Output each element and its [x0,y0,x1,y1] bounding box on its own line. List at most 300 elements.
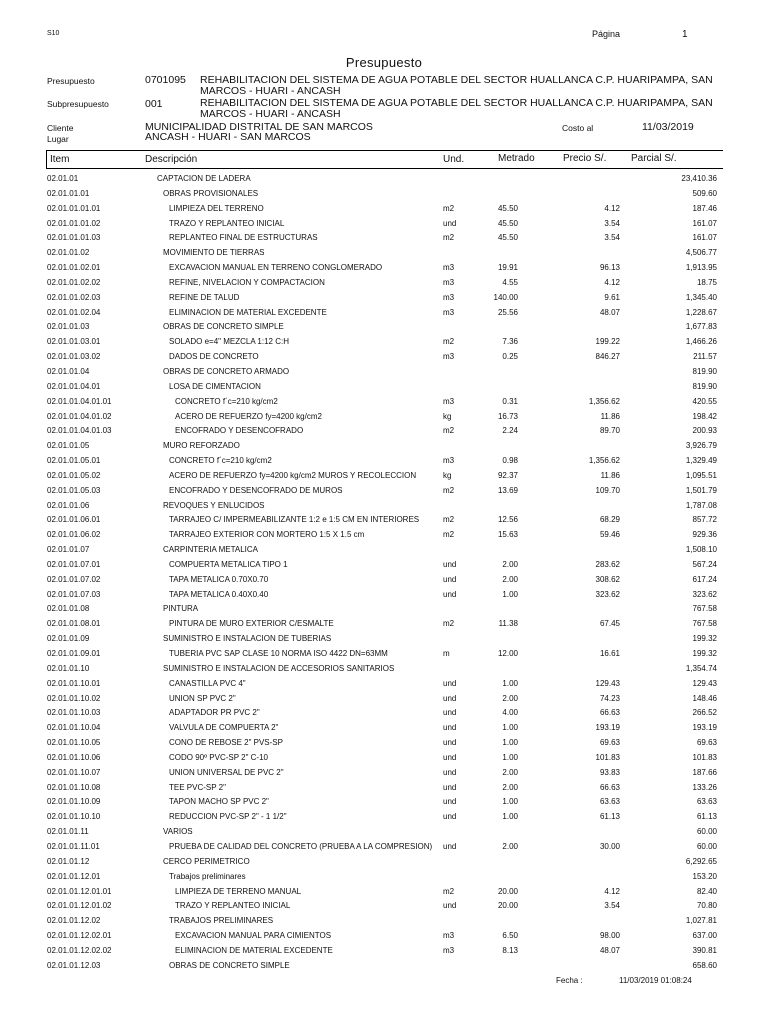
item-precio: 109.70 [595,485,620,495]
item-precio: 66.63 [599,708,620,718]
item-metrado: 1.00 [502,812,518,822]
item-precio: 66.63 [599,782,620,792]
item-parcial: 61.13 [696,812,717,822]
lugar-label: Lugar [47,134,69,144]
item-code: 02.01.01.01 [47,188,90,198]
item-metrado: 2.00 [502,559,518,569]
item-description: OBRAS DE CONCRETO ARMADO [163,366,290,376]
item-description: TRAZO Y REPLANTEO INICIAL [175,901,291,911]
item-parcial: 509.60 [692,188,717,198]
item-precio: 129.43 [595,678,620,688]
item-code: 02.01.01.04.01.03 [47,426,112,436]
item-unit: m3 [443,931,455,941]
item-parcial: 148.46 [692,693,717,703]
item-code: 02.01.01.10.07 [47,767,101,777]
item-description: OBRAS PROVISIONALES [163,188,259,198]
item-code: 02.01.01.06.01 [47,515,101,525]
table-row [0,602,768,617]
item-description: TAPA METALICA 0.70X0.70 [169,574,269,584]
item-description: OBRAS DE CONCRETO SIMPLE [169,960,290,970]
item-parcial: 187.46 [692,203,717,213]
item-parcial: 70.80 [696,901,717,911]
subpresupuesto-code: 001 [145,98,163,110]
table-row [0,231,768,246]
item-metrado: 25.56 [497,307,518,317]
item-unit: und [443,708,457,718]
item-code: 02.01.01.10.08 [47,782,101,792]
item-code: 02.01.01.07.03 [47,589,101,599]
col-precio: Precio S/. [563,153,607,164]
col-metrado: Metrado [498,153,535,164]
item-parcial: 1,354.74 [685,663,717,673]
item-code: 02.01.01.04.01.01 [47,396,112,406]
item-unit: und [443,678,457,688]
table-row [0,573,768,588]
presupuesto-description: REHABILITACION DEL SISTEMA DE AGUA POTABLE DEL SECTOR HUALLANCA C.P. HUARIPAMPA, SAN MARCOS - HUARI - ANCASH [200,74,713,97]
item-description: EXCAVACION MANUAL PARA CIMIENTOS [175,931,332,941]
item-precio: 11.86 [600,411,620,421]
item-precio: 48.07 [599,307,620,317]
item-precio: 199.22 [595,337,620,347]
item-code: 02.01.01.10.01 [47,678,101,688]
item-precio: 323.62 [595,589,620,599]
item-parcial: 3,926.79 [685,441,717,451]
item-unit: m2 [443,426,455,436]
item-code: 02.01.01.03.01 [47,337,101,347]
item-parcial: 211.57 [693,352,717,362]
item-precio: 11.86 [600,470,620,480]
item-parcial: 658.60 [692,960,717,970]
table-row [0,306,768,321]
item-parcial: 60.00 [696,827,717,837]
item-description: ELIMINACION DE MATERIAL EXCEDENTE [169,307,327,317]
item-metrado: 45.50 [497,233,518,243]
item-precio: 69.63 [599,738,620,748]
item-unit: und [443,589,457,599]
item-parcial: 60.00 [696,841,717,851]
item-metrado: 2.00 [502,841,518,851]
item-code: 02.01.01.09.01 [47,649,101,658]
item-description: TUBERIA PVC SAP CLASE 10 NORMA ISO 4422 DN=63MM [169,649,388,658]
item-description: MOVIMIENTO DE TIERRAS [163,248,265,258]
item-parcial: 82.40 [696,886,717,896]
costo-label: Costo al [562,123,594,133]
item-unit: kg [443,411,452,421]
item-unit: und [443,559,457,569]
item-unit: und [443,693,457,703]
item-precio: 93.83 [599,767,620,777]
lugar-value: ANCASH - HUARI - SAN MARCOS [145,131,311,143]
item-code: 02.01.01.10.09 [47,797,101,807]
item-precio: 308.62 [595,574,620,584]
table-row [0,810,768,825]
item-precio: 16.61 [599,649,620,658]
item-metrado: 2.00 [502,782,518,792]
item-metrado: 140.00 [493,292,518,302]
item-code: 02.01.01.11.01 [47,841,100,851]
item-code: 02.01.01.12.03 [47,960,101,970]
item-code: 02.01.01.12.02.01 [47,931,112,941]
item-description: SUMINISTRO E INSTALACION DE ACCESORIOS SANITARIOS [163,663,395,673]
item-description: CERCO PERIMETRICO [163,856,250,866]
item-code: 02.01.01.01.03 [47,233,101,243]
table-row [0,291,768,306]
table-row [0,677,768,692]
item-metrado: 16.73 [497,411,518,421]
table-row [0,202,768,217]
item-description: UNION SP PVC 2" [169,693,236,703]
item-unit: m2 [443,886,455,896]
page-label: Página [592,29,621,39]
table-row [0,320,768,335]
item-description: SOLADO e=4" MEZCLA 1:12 C:H [169,337,289,347]
item-precio: 4.12 [604,886,620,896]
item-code: 02.01.01.01.01 [47,203,101,213]
item-unit: m3 [443,352,455,362]
table-row [0,617,768,632]
table-row [0,246,768,261]
item-unit: m2 [443,203,455,213]
item-description: PINTURA [163,604,199,614]
item-metrado: 0.98 [502,456,518,466]
item-parcial: 420.55 [692,396,717,406]
item-description: CARPINTERIA METALICA [163,545,258,555]
item-metrado: 8.13 [502,945,518,955]
item-parcial: 23,410.36 [681,174,717,183]
item-precio: 59.46 [599,530,620,540]
table-row [0,662,768,677]
col-und: Und. [443,154,465,165]
item-code: 02.01.01.10 [47,663,90,673]
item-precio: 9.61 [604,292,620,302]
item-unit: und [443,752,457,762]
item-precio: 1,356.62 [588,396,620,406]
item-code: 02.01.01.12.02.02 [47,945,112,955]
item-parcial: 198.42 [692,411,717,421]
item-precio: 89.70 [599,426,620,436]
item-parcial: 390.81 [692,945,717,955]
presupuesto-code: 0701095 [145,74,186,86]
table-row [0,781,768,796]
item-unit: und [443,218,457,228]
item-description: TARRAJEO C/ IMPERMEABILIZANTE 1:2 e 1:5 CM EN INTERIORES [169,515,420,525]
item-code: 02.01.01.12.01.02 [47,901,112,911]
item-parcial: 153.20 [692,871,717,881]
item-description: ENCOFRADO Y DESENCOFRADO [175,426,304,436]
item-parcial: 1,501.79 [685,485,717,495]
item-description: OBRAS DE CONCRETO SIMPLE [163,322,284,332]
item-description: CONCRETO f´c=210 kg/cm2 [169,456,272,466]
item-parcial: 567.24 [692,559,717,569]
item-description: MURO REFORZADO [163,441,240,451]
item-description: ACERO DE REFUERZO fy=4200 kg/cm2 MUROS Y RECOLECCION [169,470,417,480]
budget-table-body [0,172,768,974]
item-description: LIMPIEZA DE TERRENO MANUAL [175,886,302,896]
item-metrado: 1.00 [502,678,518,688]
item-parcial: 1,787.08 [685,500,717,510]
item-metrado: 1.00 [502,723,518,733]
item-code: 02.01.01.12.01.01 [47,886,112,896]
item-parcial: 767.58 [692,619,717,629]
item-metrado: 11.38 [498,619,518,629]
item-code: 02.01.01.10.10 [47,812,101,822]
item-parcial: 187.66 [692,767,717,777]
table-row [0,365,768,380]
item-code: 02.01.01.08 [47,604,90,614]
item-unit: und [443,738,457,748]
item-description: REPLANTEO FINAL DE ESTRUCTURAS [169,233,318,243]
table-row [0,276,768,291]
item-code: 02.01.01.01.02 [47,218,101,228]
item-unit: m3 [443,307,455,317]
item-parcial: 1,913.95 [685,263,717,273]
item-metrado: 20.00 [497,886,518,896]
table-row [0,885,768,900]
item-unit: m2 [443,530,455,540]
item-code: 02.01.01.05.02 [47,470,101,480]
item-precio: 3.54 [604,233,620,243]
item-parcial: 617.24 [692,574,717,584]
item-code: 02.01.01.02 [47,248,90,258]
item-parcial: 1,329.49 [685,456,717,466]
item-code: 02.01.01.09 [47,634,90,644]
item-code: 02.01.01.10.03 [47,708,101,718]
item-precio: 4.12 [604,277,620,287]
item-parcial: 133.26 [692,782,717,792]
item-precio: 68.29 [599,515,620,525]
item-description: UNION UNIVERSAL DE PVC 2" [169,767,284,777]
table-row [0,484,768,499]
item-parcial: 69.63 [696,738,717,748]
table-row [0,959,768,974]
table-row [0,766,768,781]
table-row [0,395,768,410]
item-code: 02.01.01.02.02 [47,277,101,287]
item-parcial: 199.32 [692,649,717,658]
item-description: REFINE, NIVELACION Y COMPACTACION [169,277,325,287]
item-code: 02.01.01.12.01 [47,871,101,881]
table-row [0,217,768,232]
table-row [0,410,768,425]
cliente-value: MUNICIPALIDAD DISTRITAL DE SAN MARCOS [145,121,373,133]
item-code: 02.01.01.03.02 [47,352,101,362]
item-unit: m3 [443,396,455,406]
fecha-value: 11/03/2019 01:08:24 [619,976,692,985]
item-precio: 3.54 [604,218,620,228]
col-parcial: Parcial S/. [631,153,677,164]
table-row [0,795,768,810]
item-code: 02.01.01.05.03 [47,485,101,495]
table-row [0,855,768,870]
table-row [0,929,768,944]
item-code: 02.01.01.12.02 [47,916,101,926]
item-parcial: 6,292.65 [685,856,717,866]
item-parcial: 193.19 [692,723,717,733]
item-code: 02.01.01.05 [47,441,90,451]
item-parcial: 819.90 [692,366,717,376]
col-descripcion: Descripción [145,154,198,165]
item-precio: 74.23 [599,693,620,703]
item-parcial: 101.83 [692,752,717,762]
item-description: ELIMINACION DE MATERIAL EXCEDENTE [175,945,333,955]
item-unit: m3 [443,456,455,466]
table-row [0,543,768,558]
item-parcial: 199.32 [692,634,717,644]
item-precio: 30.00 [599,841,620,851]
item-metrado: 12.00 [497,649,518,658]
table-row [0,172,768,187]
item-parcial: 819.90 [692,381,717,391]
table-row [0,380,768,395]
item-code: 02.01.01.12 [47,856,90,866]
table-row [0,825,768,840]
table-row [0,632,768,647]
table-row [0,187,768,202]
table-row [0,588,768,603]
item-description: VARIOS [163,827,193,837]
item-metrado: 2.00 [502,767,518,777]
item-parcial: 161.07 [692,218,717,228]
item-unit: und [443,574,457,584]
item-precio: 283.62 [595,559,620,569]
item-code: 02.01.01.02.01 [47,263,101,273]
item-metrado: 12.56 [497,515,518,525]
item-description: DADOS DE CONCRETO [169,352,259,362]
table-row [0,439,768,454]
item-metrado: 0.25 [502,352,518,362]
table-row [0,736,768,751]
item-parcial: 323.62 [692,589,717,599]
item-precio: 1,356.62 [588,456,620,466]
item-code: 02.01.01.05.01 [47,456,101,466]
item-parcial: 18.75 [696,277,717,287]
costo-date: 11/03/2019 [642,121,694,133]
item-code: 02.01.01.04.01.02 [47,411,112,421]
item-code: 02.01.01.10.06 [47,752,101,762]
item-parcial: 1,508.10 [685,545,717,555]
item-description: LOSA DE CIMENTACION [169,381,261,391]
item-metrado: 13.69 [497,485,518,495]
subpresupuesto-label: Subpresupuesto [47,99,109,109]
item-description: TRABAJOS PRELIMINARES [169,916,274,926]
presupuesto-label: Presupuesto [47,76,95,86]
item-parcial: 857.72 [692,515,717,525]
item-description: REFINE DE TALUD [169,292,240,302]
item-code: 02.01.01.08.01 [47,619,101,629]
table-row [0,870,768,885]
item-description: VALVULA DE COMPUERTA 2" [169,723,279,733]
item-unit: kg [443,470,452,480]
item-description: CANASTILLA PVC 4" [169,678,246,688]
cliente-label: Cliente [47,123,74,133]
item-description: PRUEBA DE CALIDAD DEL CONCRETO (PRUEBA A LA COMPRESION) [169,841,433,851]
item-code: 02.01.01.07 [47,545,90,555]
table-row [0,261,768,276]
item-precio: 67.45 [599,619,620,629]
table-row [0,692,768,707]
item-description: TARRAJEO EXTERIOR CON MORTERO 1:5 X 1.5 cm [169,530,365,540]
table-row [0,558,768,573]
item-code: 02.01.01.02.03 [47,292,101,302]
item-parcial: 129.43 [692,678,717,688]
item-precio: 193.19 [595,723,620,733]
item-code: 02.01.01.11 [47,827,89,837]
item-code: 02.01.01.06.02 [47,530,101,540]
item-precio: 4.12 [604,203,620,213]
item-description: ADAPTADOR PR PVC 2" [169,708,260,718]
item-description: REDUCCION PVC-SP 2" - 1 1/2" [169,812,287,822]
subpresupuesto-description: REHABILITACION DEL SISTEMA DE AGUA POTABLE DEL SECTOR HUALLANCA C.P. HUARIPAMPA, SAN MARCOS - HUARI - ANCASH [200,97,713,120]
table-row [0,335,768,350]
item-code: 02.01.01.06 [47,500,90,510]
item-unit: und [443,723,457,733]
item-parcial: 266.52 [692,708,717,718]
item-description: CONO DE REBOSE 2" PVS-SP [169,738,283,748]
item-metrado: 20.00 [497,901,518,911]
item-metrado: 1.00 [502,589,518,599]
item-metrado: 1.00 [502,797,518,807]
item-precio: 96.13 [599,263,620,273]
item-code: 02.01.01 [47,174,79,183]
table-row [0,647,768,662]
item-metrado: 1.00 [502,752,518,762]
table-row [0,944,768,959]
item-description: TAPON MACHO SP PVC 2" [169,797,269,807]
item-unit: m3 [443,263,455,273]
item-precio: 3.54 [604,901,620,911]
item-description: ENCOFRADO Y DESENCOFRADO DE MUROS [169,485,343,495]
item-parcial: 1,027.81 [685,916,717,926]
item-description: REVOQUES Y ENLUCIDOS [163,500,265,510]
table-row [0,914,768,929]
item-parcial: 1,345.40 [685,292,717,302]
item-metrado: 0.31 [502,396,518,406]
item-unit: und [443,797,457,807]
item-precio: 98.00 [599,931,620,941]
item-description: TAPA METALICA 0.40X0.40 [169,589,269,599]
item-description: ACERO DE REFUERZO fy=4200 kg/cm2 [175,411,322,421]
item-metrado: 7.36 [502,337,518,347]
item-description: SUMINISTRO E INSTALACION DE TUBERIAS [163,634,332,644]
item-code: 02.01.01.02.04 [47,307,101,317]
item-unit: und [443,901,457,911]
item-unit: und [443,767,457,777]
item-unit: m3 [443,277,455,287]
page-number: 1 [682,29,688,40]
item-description: CAPTACION DE LADERA [157,174,251,183]
item-unit: m [443,649,450,658]
item-unit: m2 [443,485,455,495]
item-unit: m3 [443,945,455,955]
item-unit: m2 [443,233,455,243]
item-description: EXCAVACION MANUAL EN TERRENO CONGLOMERADO [169,263,383,273]
table-row [0,424,768,439]
item-precio: 48.07 [599,945,620,955]
item-metrado: 4.55 [502,277,518,287]
item-unit: und [443,782,457,792]
table-header [46,150,723,169]
table-row [0,350,768,365]
item-parcial: 161.07 [692,233,717,243]
item-metrado: 2.00 [502,574,518,584]
item-metrado: 6.50 [502,931,518,941]
item-parcial: 767.58 [692,604,717,614]
item-metrado: 2.00 [502,693,518,703]
item-unit: m2 [443,337,455,347]
item-parcial: 4,506.77 [685,248,717,258]
table-row [0,751,768,766]
item-unit: und [443,841,457,851]
